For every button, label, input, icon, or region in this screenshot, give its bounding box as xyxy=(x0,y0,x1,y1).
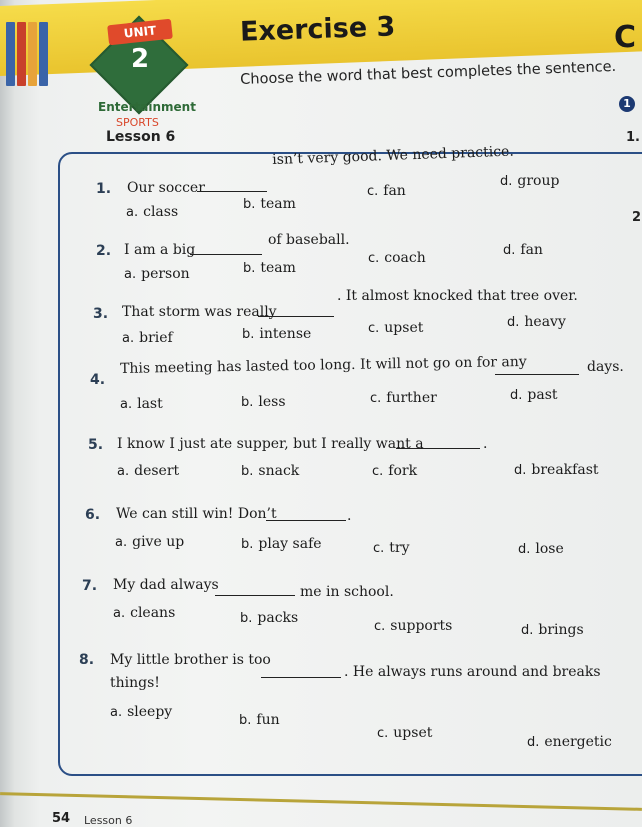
question-text: me in school. xyxy=(300,584,394,600)
answer-blank[interactable] xyxy=(190,253,262,255)
answer-blank[interactable] xyxy=(215,594,295,596)
answer-option[interactable]: a. class xyxy=(126,204,179,220)
answer-option[interactable]: d. fan xyxy=(503,242,543,258)
question-text: . xyxy=(483,436,488,452)
answer-option[interactable]: b. team xyxy=(243,196,296,212)
unit-number: 2 xyxy=(130,44,150,74)
question-text: That storm was really xyxy=(122,304,277,320)
unit-label: UNIT xyxy=(107,19,173,46)
answer-option[interactable]: b. fun xyxy=(239,712,280,728)
category-label: Entertainment xyxy=(98,100,196,114)
instructions: Choose the word that best completes the sentence. xyxy=(240,58,617,88)
answer-option[interactable]: a. brief xyxy=(122,330,173,346)
answer-option[interactable]: c. further xyxy=(370,390,437,406)
question-text: I know I just ate supper, but I really want a xyxy=(117,436,424,452)
answer-option[interactable]: b. packs xyxy=(240,610,299,626)
book-spines-graphic xyxy=(6,22,54,86)
question-text: My dad always xyxy=(113,577,219,593)
answer-option[interactable]: a. sleepy xyxy=(110,704,173,720)
answer-option[interactable]: c. upset xyxy=(377,725,433,741)
answer-option[interactable]: a. give up xyxy=(115,534,185,550)
footer-lesson-label: Lesson 6 xyxy=(84,814,133,827)
answer-blank[interactable] xyxy=(266,519,346,521)
answer-option[interactable]: b. team xyxy=(243,260,296,276)
answer-option[interactable]: d. energetic xyxy=(527,734,612,750)
footer-rule xyxy=(0,792,642,811)
question-text: We can still win! Don’t xyxy=(116,506,277,522)
question-number: 3. xyxy=(93,306,109,322)
question-number: 4. xyxy=(90,372,106,388)
answer-option[interactable]: c. supports xyxy=(374,618,453,634)
page-edge xyxy=(0,0,14,827)
question-number: 2. xyxy=(96,243,112,259)
answer-option[interactable]: c. upset xyxy=(368,320,424,336)
question-number: 1. xyxy=(96,181,112,197)
question-text: . He always runs around and breaks xyxy=(344,664,601,680)
answer-option[interactable]: d. brings xyxy=(521,622,584,638)
margin-number: 1. xyxy=(626,130,640,145)
page-number: 54 xyxy=(52,811,71,826)
answer-option[interactable]: b. play safe xyxy=(241,536,322,552)
answer-option[interactable]: c. fork xyxy=(372,463,418,479)
answer-option[interactable]: d. lose xyxy=(518,541,564,557)
answer-option[interactable]: a. cleans xyxy=(113,605,176,621)
question-text: days. xyxy=(587,359,624,375)
answer-option[interactable]: c. fan xyxy=(367,183,406,199)
answer-option[interactable]: a. desert xyxy=(117,463,180,479)
question-text: My little brother is too xyxy=(110,652,271,668)
answer-option[interactable]: d. heavy xyxy=(507,314,566,330)
answer-option[interactable]: b. less xyxy=(241,394,286,410)
answer-option[interactable]: c. try xyxy=(373,540,410,556)
question-text: things! xyxy=(110,675,160,691)
answer-blank[interactable] xyxy=(495,373,579,375)
circle-number-badge: 1 xyxy=(619,96,635,112)
answer-option[interactable]: d. group xyxy=(500,173,560,189)
question-text: . It almost knocked that tree over. xyxy=(337,288,578,304)
answer-option[interactable]: b. snack xyxy=(241,463,300,479)
answer-blank[interactable] xyxy=(258,315,334,317)
question-number: 6. xyxy=(85,507,101,523)
margin-number: 2 xyxy=(632,210,642,225)
answer-blank[interactable] xyxy=(261,676,341,678)
lesson-label: Lesson 6 xyxy=(106,129,176,145)
question-number: 7. xyxy=(82,578,98,594)
answer-blank[interactable] xyxy=(396,447,480,449)
subcategory-label: SPORTS xyxy=(116,116,159,129)
answer-option[interactable]: c. coach xyxy=(368,250,426,266)
answer-option[interactable]: a. person xyxy=(124,266,190,282)
question-number: 8. xyxy=(79,652,95,668)
question-text: Our soccer xyxy=(127,180,205,196)
question-text: . xyxy=(347,508,352,524)
next-page-letter: C xyxy=(614,20,637,55)
answer-option[interactable]: d. past xyxy=(510,387,558,403)
answer-option[interactable]: a. last xyxy=(120,396,163,412)
question-text: This meeting has lasted too long. It will not go on for any xyxy=(120,353,527,377)
question-text: isn’t very good. We need practice. xyxy=(272,143,515,168)
question-text: I am a big xyxy=(124,242,196,258)
exercise-title: Exercise 3 xyxy=(239,11,396,48)
answer-blank[interactable] xyxy=(197,190,267,192)
question-text: of baseball. xyxy=(268,232,350,248)
answer-option[interactable]: b. intense xyxy=(242,326,312,342)
answer-option[interactable]: d. breakfast xyxy=(514,462,599,478)
question-number: 5. xyxy=(88,437,104,453)
